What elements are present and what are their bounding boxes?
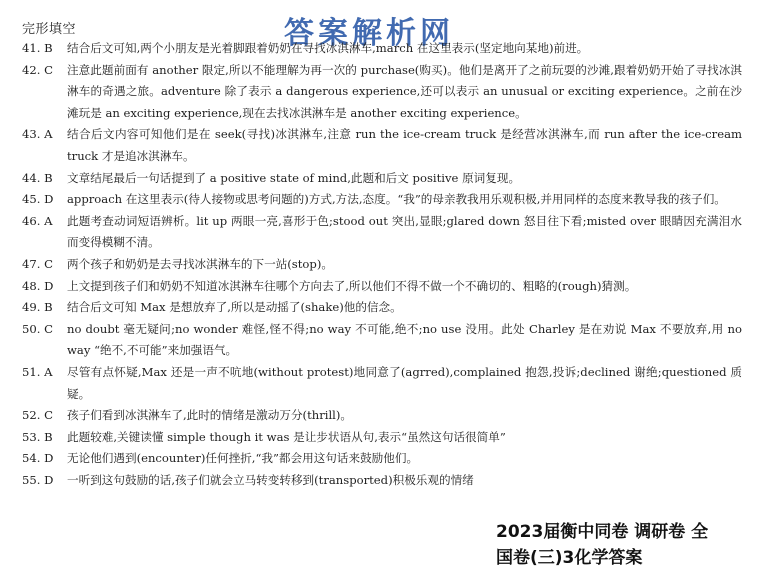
answer-item xyxy=(22,448,742,470)
item-explanation: 无论他们遇到(encounter)任何挫折,“我”都会用这句话来鼓励他们。 xyxy=(67,451,419,466)
answer-item xyxy=(22,168,742,190)
item-number: 44. B xyxy=(22,170,53,185)
item-explanation: 孩子们看到冰淇淋车了,此时的情绪是激动万分(thrill)。 xyxy=(67,408,352,423)
item-explanation: 此题考查动词短语辨析。lit up 两眼一亮,喜形于色;stood out 突出,显眼;glared down 怒目往下看;misted over 眼睛因充满泪水而变得模糊不清。 xyxy=(67,213,742,250)
overlay-caption xyxy=(496,519,758,571)
item-explanation: 文章结尾最后一句话提到了 a positive state of mind,此题和后文 positive 原词复现。 xyxy=(67,170,521,185)
answer-item xyxy=(22,297,742,319)
answer-item xyxy=(22,124,742,167)
overlay-line-1: 2023届衡中同卷 调研卷 全 xyxy=(496,522,709,542)
item-explanation: 结合后文可知 Max 是想放弃了,所以是动摇了(shake)他的信念。 xyxy=(67,300,402,315)
item-explanation: 上文提到孩子们和奶奶不知道冰淇淋车往哪个方向去了,所以他们不得不做一个不确切的、粗略的(rough)猜测。 xyxy=(67,278,637,293)
item-explanation: 注意此题前面有 another 限定,所以不能理解为再一次的 purchase(购买)。他们是离开了之前玩耍的沙滩,跟着奶奶开始了寻找冰淇淋车的奇遇之旅。adventure 除了表示 a dangerous experience,还可以表示 an unusual or exciting experience。之前在沙滩玩是 an exciting experience,现在去找冰淇淋车是 another exciting experience。 xyxy=(67,62,742,120)
answer-item xyxy=(22,38,742,60)
item-number: 41. B xyxy=(22,41,53,55)
item-number: 46. A xyxy=(22,213,53,228)
item-number: 47. C xyxy=(22,256,53,271)
answer-item xyxy=(22,60,742,125)
answer-item xyxy=(22,319,742,362)
item-number: 43. A xyxy=(22,127,53,142)
section-title: 完形填空 xyxy=(22,22,77,37)
item-explanation: 两个孩子和奶奶是去寻找冰淇淋车的下一站(stop)。 xyxy=(67,256,333,271)
answer-item xyxy=(22,362,742,405)
item-number: 54. D xyxy=(22,451,54,466)
item-explanation: 结合后文可知,两个小朋友是光着脚跟着奶奶在寻找冰淇淋车,march 在这里表示(坚定地向某地)前进。 xyxy=(67,41,589,55)
watermark-logo: 答案解析网 xyxy=(284,16,454,51)
answer-list xyxy=(22,38,742,491)
item-explanation: 尽管有点怀疑,Max 还是一声不吭地(without protest)地同意了(agrred),complained 抱怨,投诉;declined 谢绝;questioned 质疑。 xyxy=(67,364,742,401)
answer-item xyxy=(22,405,742,427)
answer-item xyxy=(22,189,742,211)
item-number: 45. D xyxy=(22,192,54,207)
item-number: 52. C xyxy=(22,408,53,423)
item-number: 53. B xyxy=(22,429,53,444)
item-number: 55. D xyxy=(22,472,54,487)
item-explanation: 一听到这句鼓励的话,孩子们就会立马转变转移到(transported)积极乐观的情绪 xyxy=(67,472,474,487)
answer-item xyxy=(22,276,742,298)
item-number: 50. C xyxy=(22,321,53,336)
answer-item xyxy=(22,254,742,276)
answer-item xyxy=(22,427,742,449)
item-explanation: no doubt 毫无疑问;no wonder 难怪,怪不得;no way 不可能,绝不;no use 没用。此处 Charley 是在劝说 Max 不要放弃,用 no way “绝不,不可能”来加强语气。 xyxy=(67,321,742,358)
answer-item xyxy=(22,470,742,492)
item-number: 42. C xyxy=(22,62,53,77)
item-number: 49. B xyxy=(22,300,53,315)
item-explanation: 此题较难,关键读懂 simple though it was 是让步状语从句,表示“虽然这句话很简单” xyxy=(67,429,506,444)
overlay-line-2: 国卷(三)3化学答案 xyxy=(496,548,643,568)
item-explanation: approach 在这里表示(待人接物或思考问题的)方式,方法,态度。“我”的母亲教我用乐观积极,并用同样的态度来教导我的孩子们。 xyxy=(67,192,726,207)
answer-item xyxy=(22,211,742,254)
item-explanation: 结合后文内容可知他们是在 seek(寻找)冰淇淋车,注意 run the ice-cream truck 是经营冰淇淋车,而 run after the ice-cream truck 才是追冰淇淋车。 xyxy=(67,127,742,163)
item-number: 48. D xyxy=(22,278,54,293)
item-number: 51. A xyxy=(22,364,53,379)
